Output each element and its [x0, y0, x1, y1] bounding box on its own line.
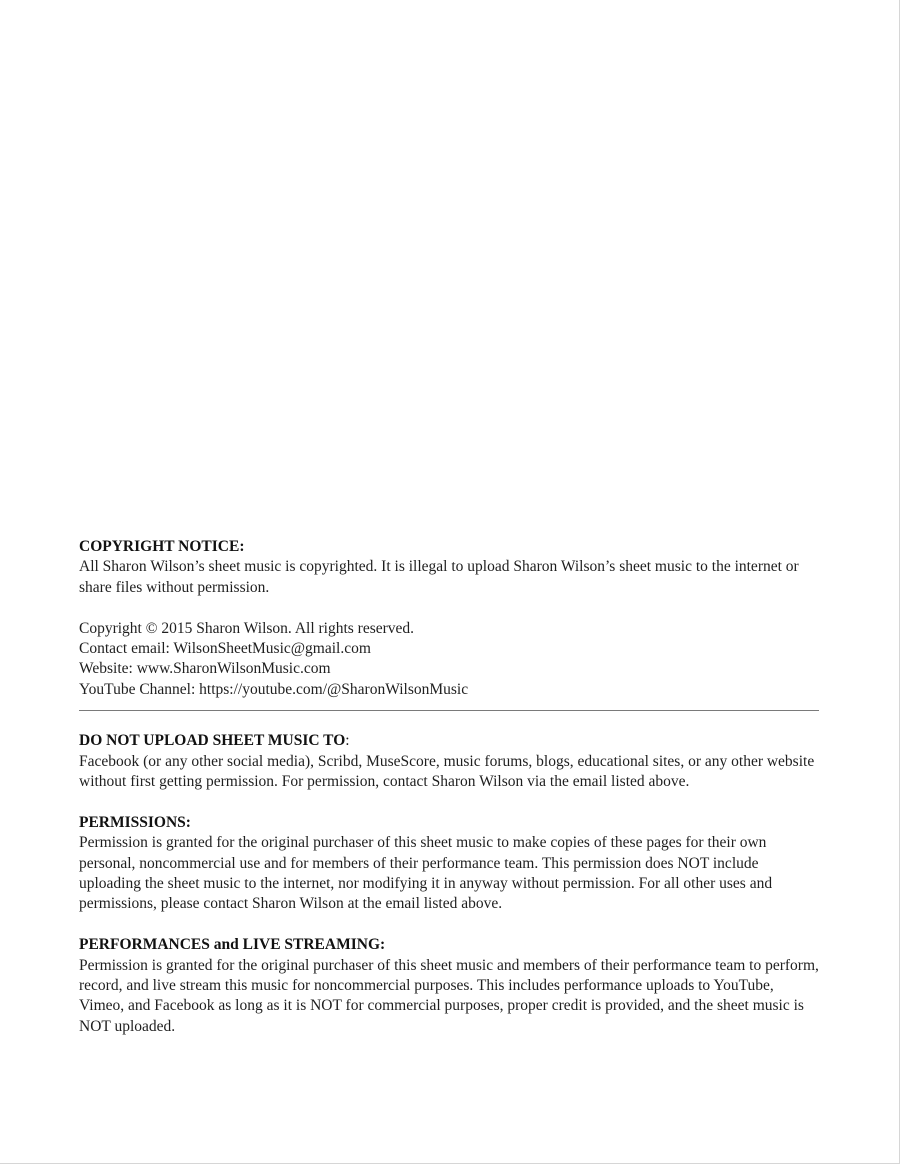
do-not-upload-heading: DO NOT UPLOAD SHEET MUSIC TO — [79, 732, 346, 750]
permissions-body: Permission is granted for the original purchaser of this sheet music to make copies of these pages for their own personal, noncommercial use and for members of their performance team. This permission does NOT include uploading the sheet music to the internet, nor modifying it in anyway without permission. For all other uses and permissions, please contact Sharon Wilson at the email listed above. — [79, 834, 773, 913]
permissions-section — [79, 813, 819, 915]
youtube-channel-line: YouTube Channel: https://youtube.com/@SharonWilsonMusic — [79, 680, 469, 698]
permissions-heading: PERMISSIONS: — [79, 813, 191, 831]
copyright-notice-section — [79, 537, 819, 598]
section-divider — [79, 710, 819, 711]
copyright-line: Copyright © 2015 Sharon Wilson. All rights reserved. — [79, 619, 415, 637]
copyright-notice-body: All Sharon Wilson’s sheet music is copyrighted. It is illegal to upload Sharon Wilson’s sheet music to the internet or share files without permission. — [79, 558, 799, 596]
do-not-upload-body: Facebook (or any other social media), Scribd, MuseScore, music forums, blogs, educational sites, or any other website without first getting permission. For permission, contact Sharon Wilson via the email listed above. — [79, 752, 815, 791]
do-not-upload-heading-colon: : — [345, 732, 350, 750]
do-not-upload-section — [79, 731, 819, 792]
do-not-upload-heading-line — [79, 731, 819, 751]
performances-body: Permission is granted for the original purchaser of this sheet music and members of their performance team to perform, record, and live stream this music for noncommercial purposes. This includes performance uploads to YouTube, Vimeo, and Facebook as long as it is NOT for commercial purposes, proper credit is provided, and the sheet music is NOT uploaded. — [79, 956, 819, 1035]
contact-info-block — [79, 619, 819, 701]
performances-section — [79, 935, 819, 1037]
contact-email-line: Contact email: WilsonSheetMusic@gmail.com — [79, 640, 371, 658]
notice-content — [79, 537, 819, 1058]
copyright-notice-heading: COPYRIGHT NOTICE: — [79, 538, 245, 555]
website-line: Website: www.SharonWilsonMusic.com — [79, 660, 331, 678]
performances-heading: PERFORMANCES and LIVE STREAMING: — [79, 936, 386, 954]
